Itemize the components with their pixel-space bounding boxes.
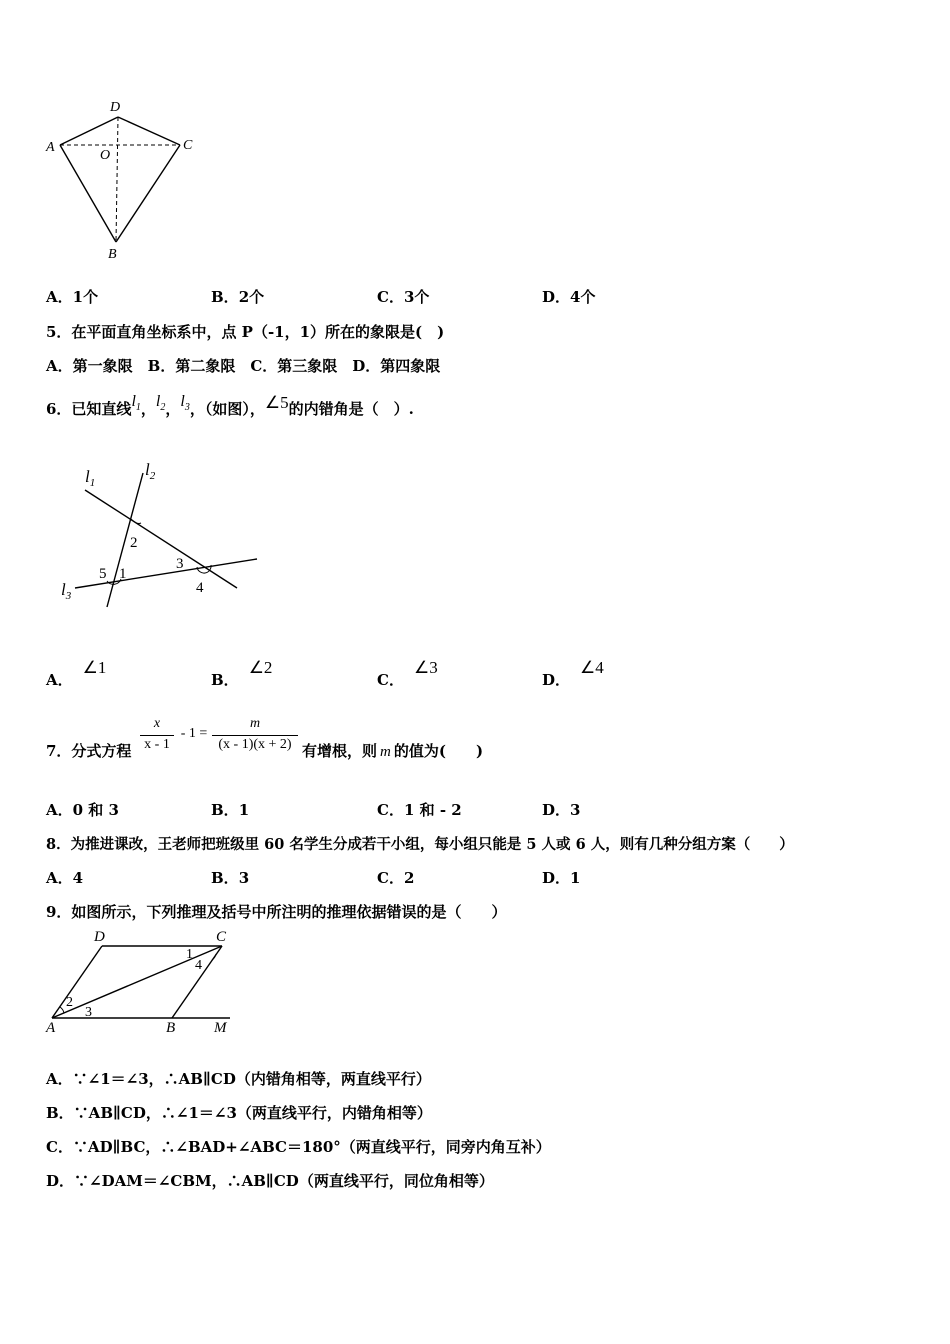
q4-option-d[interactable] — [542, 286, 595, 307]
q7-option-a[interactable] — [46, 799, 119, 820]
q5-stem: 5．在平面直角坐标系中，点 P（-1，1）所在的象限是( ) — [46, 323, 445, 341]
segment-dc — [118, 117, 180, 145]
q8-stem: 8．为推进课改，王老师把班级里 60 名学生分成若干小组，每小组只能是 5 人或 6 人，则有几种分组方案（ ） — [46, 836, 794, 853]
q6-option-letter: B． — [211, 671, 239, 689]
label-b: B — [108, 247, 117, 262]
fig-label-m: M — [214, 1020, 227, 1036]
fig-label-3: 3 — [176, 556, 184, 572]
fig-label-5: 5 — [99, 566, 107, 582]
fig-label-2: 2 — [66, 995, 73, 1010]
q9-option-b[interactable]: B．∵AB∥CD，∴∠1＝∠3（两直线平行，内错角相等） — [46, 1104, 432, 1122]
q6-angle: ∠5 — [264, 393, 289, 412]
q6-option-c[interactable] — [377, 658, 438, 690]
q4-option-a[interactable] — [46, 286, 98, 307]
q6-l3: $l_3$ — [180, 393, 190, 414]
q6-stem — [46, 393, 414, 421]
q9-option-d[interactable]: D．∵∠DAM＝∠CBM，∴AB∥CD（两直线平行，同位角相等） — [46, 1172, 494, 1190]
q9-option-c[interactable]: C．∵AD∥BC，∴∠BAD+∠ABC＝180°（两直线平行，同旁内角互补） — [46, 1138, 551, 1156]
q4-option-letter: C． — [377, 288, 404, 306]
q6-stem-mid: ，（如图）， — [189, 400, 265, 418]
q6-option-b[interactable] — [211, 658, 273, 690]
line-l2 — [107, 473, 143, 607]
q6-option-a[interactable] — [46, 658, 107, 690]
q9-option-a[interactable]: A．∵∠1＝∠3，∴AB∥CD（内错角相等，两直线平行） — [46, 1070, 431, 1088]
fig-label-4: 4 — [195, 958, 202, 973]
q7-frac1-num: x — [153, 716, 161, 731]
fig-label-d: D — [94, 929, 105, 945]
q8-option-c[interactable] — [377, 867, 414, 888]
q4-option-text: 2个 — [238, 288, 265, 306]
q6-sep2: ， — [165, 400, 181, 418]
kite-figure — [40, 95, 210, 265]
q8-option-text: 1 — [570, 869, 581, 887]
q7-option-b[interactable] — [211, 799, 249, 820]
segment-ad — [60, 117, 118, 145]
q7-stem-rest: 有增根，则 m 的值为( ) — [302, 742, 484, 760]
q8-option-letter: A． — [46, 869, 73, 887]
q6-option-text: ∠3 — [413, 658, 438, 677]
q6-stem-suffix: 的内错角是（ ）. — [288, 400, 414, 418]
q4-option-letter: A． — [46, 288, 73, 306]
q4-option-text: 1个 — [72, 288, 99, 306]
q8-option-letter: B． — [211, 869, 239, 887]
q7-minus-one-eq: - 1 = — [180, 726, 208, 741]
q6-stem-prefix: 6．已知直线 — [46, 400, 132, 418]
fig-label-a: A — [46, 1020, 56, 1036]
q7-frac2-line — [212, 735, 298, 736]
q7-frac1-line — [140, 735, 174, 736]
q7-frac1-den: x - 1 — [144, 737, 170, 752]
q7-option-text: 0 和 3 — [72, 801, 119, 819]
q4-option-letter: B． — [211, 288, 239, 306]
fig-label-b: B — [166, 1020, 176, 1036]
q8-option-d[interactable] — [542, 867, 580, 888]
q7-option-letter: B． — [211, 801, 239, 819]
q6-option-d[interactable] — [542, 658, 604, 690]
fig-label-4: 4 — [196, 580, 204, 596]
label-o: O — [100, 148, 111, 163]
q9-parallelogram-figure — [40, 928, 240, 1038]
q7-option-d[interactable] — [542, 799, 580, 820]
q8-option-text: 3 — [238, 869, 250, 887]
q8-option-text: 4 — [72, 869, 84, 887]
q6-lines-figure — [55, 455, 275, 615]
fig-label-l2: $l_2$ — [145, 460, 156, 482]
q7-option-c[interactable] — [377, 799, 462, 820]
segment-cb — [116, 145, 180, 242]
fig-label-l3: $l_3$ — [61, 580, 72, 602]
q9-stem: 9．如图所示，下列推理及括号中所注明的推理依据错误的是（ ） — [46, 903, 507, 921]
q7-option-letter: C． — [377, 801, 404, 819]
q7-frac2-num: m — [249, 716, 261, 731]
q5-options[interactable]: A．第一象限 B．第二象限 C．第三象限 D．第四象限 — [46, 357, 441, 375]
q8-option-b[interactable] — [211, 867, 249, 888]
q6-option-text: ∠2 — [248, 658, 273, 677]
q7-stem-prefix: 7．分式方程 — [46, 742, 132, 760]
fig-label-1: 1 — [119, 566, 127, 582]
fig-label-2: 2 — [130, 535, 138, 551]
arc-angle-2 — [60, 1007, 64, 1013]
q6-option-letter: D． — [542, 671, 571, 689]
q4-option-b[interactable] — [211, 286, 264, 307]
label-d: D — [110, 100, 121, 115]
q7-option-text: 1 和 - 2 — [403, 801, 462, 819]
segment-db-dashed — [116, 117, 118, 242]
q6-l1: $l_1$ — [131, 393, 141, 414]
q8-option-a[interactable] — [46, 867, 83, 888]
q4-option-text: 4个 — [570, 288, 596, 306]
q7-option-letter: D． — [542, 801, 571, 819]
label-a: A — [46, 140, 55, 155]
q7-option-letter: A． — [46, 801, 73, 819]
label-c: C — [183, 138, 193, 153]
q8-option-letter: C． — [377, 869, 404, 887]
line-l1 — [85, 490, 237, 588]
q6-option-letter: A． — [46, 671, 73, 689]
q6-l2: $l_2$ — [155, 393, 166, 414]
fig-label-l1: $l_1$ — [85, 467, 96, 489]
q8-option-letter: D． — [542, 869, 571, 887]
q6-option-letter: C． — [377, 671, 404, 689]
q6-option-text: ∠1 — [82, 658, 107, 677]
q4-option-c[interactable] — [377, 286, 429, 307]
fig-label-1: 1 — [186, 947, 193, 962]
q7-var: m — [380, 744, 391, 760]
q7-option-text: 1 — [238, 801, 250, 819]
fig-label-c: C — [216, 929, 227, 945]
q6-option-text: ∠4 — [580, 658, 604, 677]
q7-frac2-den: (x - 1)(x + 2) — [218, 737, 292, 752]
fig-label-3: 3 — [85, 1005, 92, 1020]
q4-option-letter: D． — [542, 288, 571, 306]
q8-option-text: 2 — [403, 869, 415, 887]
q4-option-text: 3个 — [403, 288, 430, 306]
q7-option-text: 3 — [570, 801, 581, 819]
q6-sep1: ， — [140, 400, 156, 418]
